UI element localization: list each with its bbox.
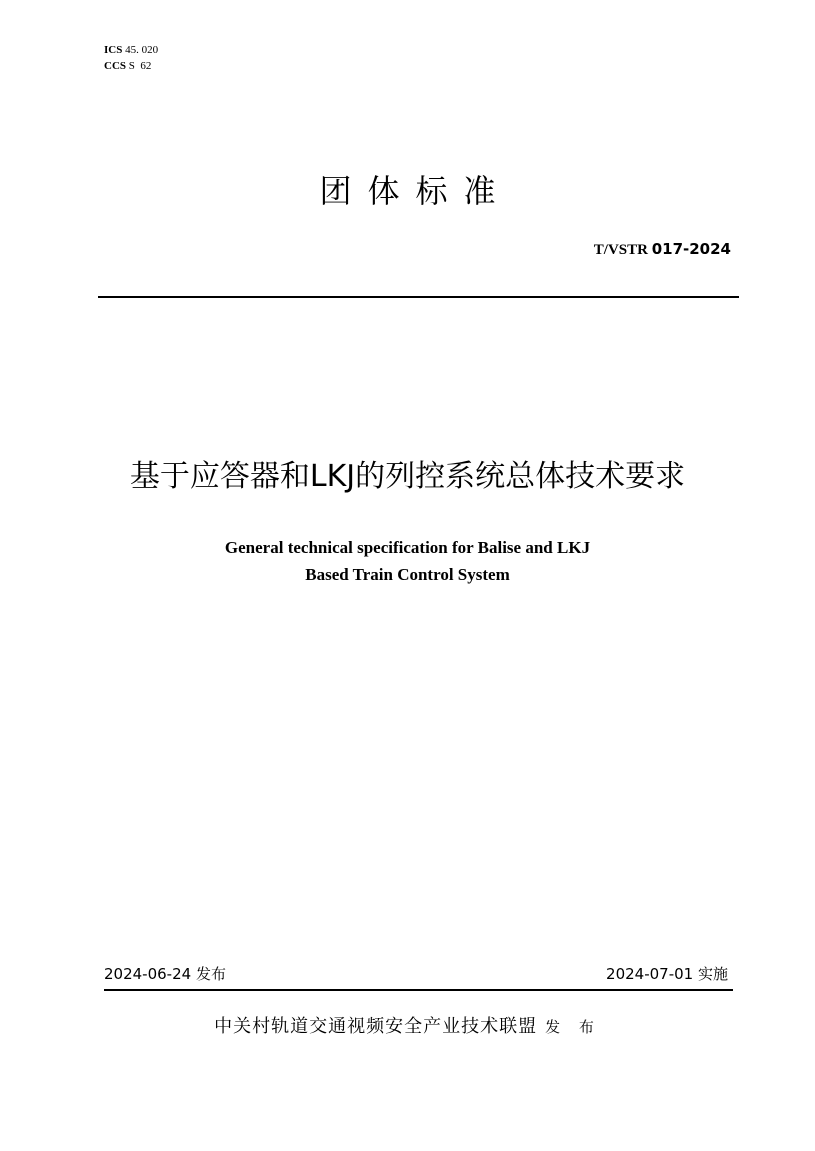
publish-date: 2024-06-24 发布 [104,965,226,983]
top-divider [98,296,739,298]
title-english [0,534,815,588]
ics-code [104,42,158,58]
publisher [0,1012,815,1038]
title-chinese: 基于应答器和LKJ的列控系统总体技术要求 [129,459,686,494]
standard-number [594,240,731,259]
ics-label: ICS [104,44,123,56]
standard-number-value: 017-2024 [651,240,731,258]
ics-value: 45. 020 [125,44,159,56]
standard-code: T/VSTR [593,242,648,258]
implement-date: 2024-07-01 实施 [606,965,728,983]
ccs-value: S 62 [128,60,152,72]
classification-codes [104,42,158,74]
ccs-label: CCS [104,60,127,72]
title-english-line-2: Based Train Control System [305,565,510,584]
title-english-line-1: General technical specification for Balise and LKJ [224,538,591,557]
publisher-name: 中关村轨道交通视频安全产业技术联盟 [214,1016,538,1037]
bottom-divider [104,989,733,991]
publisher-suffix: 发 布 [545,1018,601,1036]
ccs-code [104,58,158,74]
document-type: 团体标准 [319,172,512,210]
